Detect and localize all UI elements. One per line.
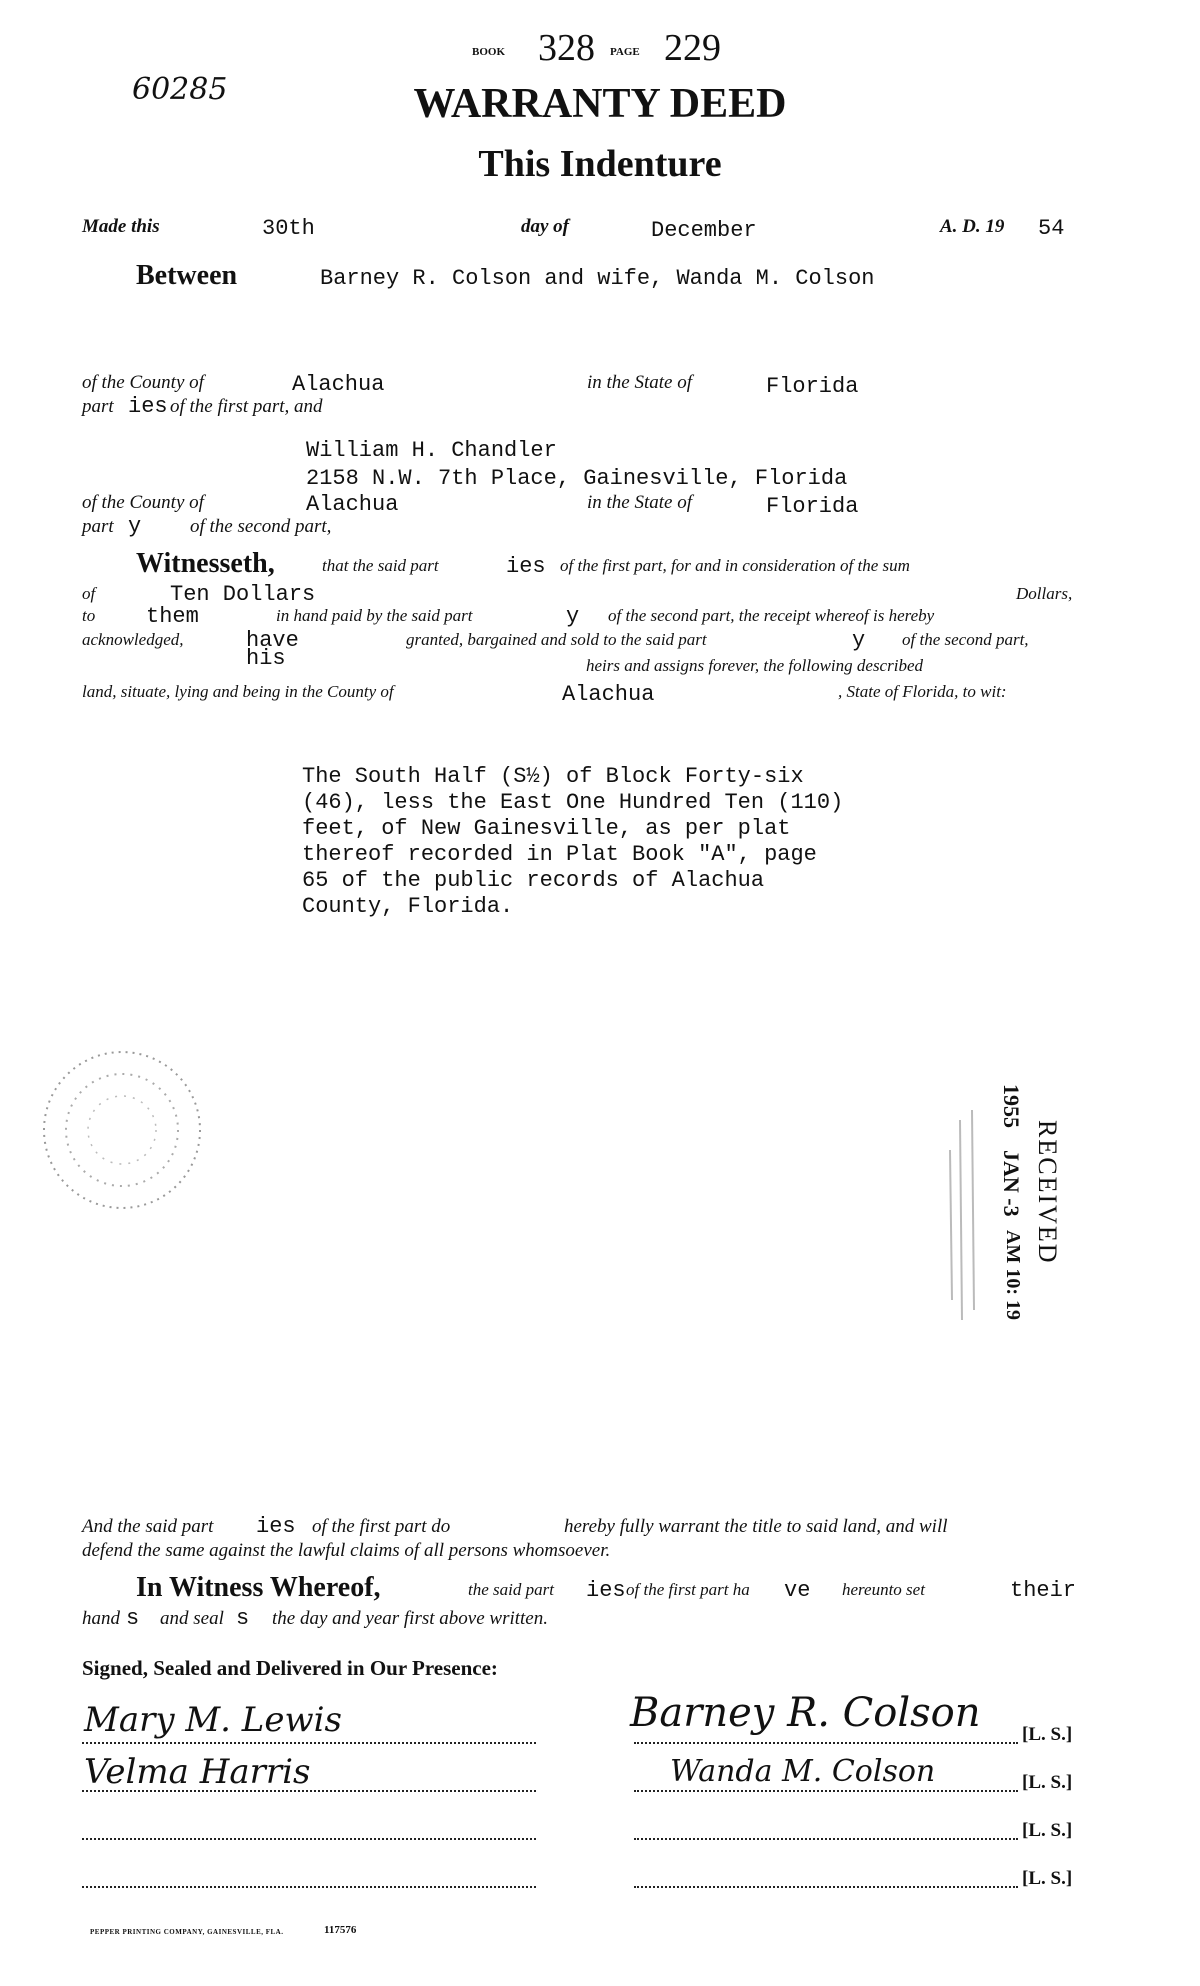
part-label-1: part	[82, 396, 114, 417]
document-title: WARRANTY DEED	[413, 81, 787, 127]
county-label-1: of the County of	[82, 372, 204, 393]
description-line: The South Half (S½) of Block Forty-six	[302, 764, 804, 789]
deed-month: December	[651, 218, 757, 243]
state-label-1: in the State of	[587, 372, 693, 393]
in-witness-line1-e: hereunto set	[842, 1580, 925, 1599]
second-party-state: Florida	[766, 494, 859, 519]
page-number: 229	[664, 27, 721, 69]
witnesseth-line5-b: heirs and assigns forever, the following described	[586, 656, 923, 675]
ls-label-3: [L. S.]	[1022, 1820, 1073, 1841]
witnesseth-line3-d: y	[566, 604, 580, 629]
warranty-line1-c: of the first part do	[312, 1516, 451, 1537]
stamp-date: JAN -3	[999, 1150, 1024, 1217]
stamp-year: 1955	[999, 1084, 1024, 1128]
stamp-time: AM 10: 19	[1002, 1230, 1024, 1320]
witnesseth-label: Witnesseth,	[136, 548, 275, 579]
ls-label-1: [L. S.]	[1022, 1724, 1073, 1745]
witnesseth-line4-a: acknowledged,	[82, 630, 184, 649]
witnesseth-line3-a: to	[82, 606, 96, 625]
part-suffix-2: y	[128, 514, 142, 539]
received-stamp	[912, 1080, 1062, 1340]
signer-signature-2: Wanda M. Colson	[670, 1754, 936, 1789]
part-label-2: part	[82, 516, 114, 537]
document-subtitle: This Indenture	[478, 143, 722, 185]
warranty-line1-d: hereby fully warrant the title to said land, and will	[564, 1516, 948, 1537]
part-suffix-1: ies	[128, 394, 168, 419]
printer-imprint: PEPPER PRINTING COMPANY, GAINESVILLE, FLA.	[90, 1928, 284, 1936]
in-witness-line1-a: the said part	[468, 1580, 554, 1599]
in-witness-line1-b: ies	[586, 1578, 626, 1603]
witnesseth-line5-a: his	[246, 646, 286, 671]
signer-line-2	[634, 1790, 1018, 1792]
grantee-name: William H. Chandler	[306, 438, 557, 463]
signer-signature-1: Barney R. Colson	[630, 1690, 981, 1736]
witness-line-3	[82, 1838, 536, 1840]
witnesseth-line6-c: , State of Florida, to wit:	[838, 682, 1007, 701]
state-label-2: in the State of	[587, 492, 693, 513]
book-label: BOOK	[472, 46, 506, 58]
deed-day: 30th	[262, 216, 315, 241]
warranty-line2: defend the same against the lawful claims of all persons whomsoever.	[82, 1540, 611, 1561]
second-party-county: Alachua	[306, 492, 399, 517]
stamp-smudge	[912, 1090, 992, 1330]
witnesseth-line2-a: of	[82, 584, 96, 603]
witnesseth-line4-b: have	[246, 628, 299, 653]
witnesseth-line3-c: in hand paid by the said part	[276, 606, 473, 625]
between-label: Between	[136, 260, 238, 291]
first-party-state: Florida	[766, 374, 859, 399]
witness-line-1	[82, 1742, 536, 1744]
in-witness-label: In Witness Whereof,	[136, 1572, 381, 1603]
land-county: Alachua	[562, 682, 655, 707]
in-witness-line2-a: hand	[82, 1608, 120, 1629]
witnesseth-line6-a: land, situate, lying and being in the County of	[82, 682, 394, 701]
witnesseth-line1-a: that the said part	[322, 556, 439, 575]
page-label: PAGE	[610, 46, 640, 58]
grantors: Barney R. Colson and wife, Wanda M. Colson	[320, 266, 875, 291]
witnesseth-line2-c: Dollars,	[1016, 584, 1073, 603]
embossed-seal	[22, 1040, 202, 1220]
description-line: 65 of the public records of Alachua	[302, 868, 765, 893]
ls-label-2: [L. S.]	[1022, 1772, 1073, 1793]
witnesseth-line4-e: of the second part,	[902, 630, 1029, 649]
in-witness-line1-d: ve	[784, 1578, 811, 1603]
witness-signature-1: Mary M. Lewis	[84, 1700, 342, 1740]
part-rest-2: of the second part,	[190, 516, 332, 537]
county-label-2: of the County of	[82, 492, 204, 513]
signer-line-1	[634, 1742, 1018, 1744]
ls-label-4: [L. S.]	[1022, 1868, 1073, 1889]
witness-signature-2: Velma Harris	[84, 1752, 311, 1792]
first-party-county: Alachua	[292, 372, 385, 397]
witnesseth-line3-b: them	[146, 604, 199, 629]
witnesseth-line1-c: of the first part, for and in consideration of the sum	[560, 556, 910, 575]
file-number: 60285	[132, 72, 228, 107]
day-of-label: day of	[521, 216, 570, 237]
signer-line-3	[634, 1838, 1018, 1840]
signer-line-4	[634, 1886, 1018, 1888]
description-line: County, Florida.	[302, 894, 514, 919]
description-line: (46), less the East One Hundred Ten (110)	[302, 790, 844, 815]
witnesseth-line1-b: ies	[506, 554, 546, 579]
in-witness-line1-f: their	[1010, 1578, 1077, 1603]
witnesseth-line4-c: granted, bargained and sold to the said part	[406, 630, 707, 649]
deed-year: 54	[1038, 216, 1065, 241]
book-number: 328	[538, 27, 595, 69]
in-witness-line2-b: s	[126, 1606, 140, 1631]
consideration-amount: Ten Dollars	[170, 582, 316, 607]
witnesseth-line3-e: of the second part, the receipt whereof is hereby	[608, 606, 935, 625]
in-witness-line2-c: and seal	[160, 1608, 224, 1629]
description-line: feet, of New Gainesville, as per plat	[302, 816, 791, 841]
warranty-line1-b: ies	[256, 1514, 296, 1539]
signed-sealed-label: Signed, Sealed and Delivered in Our Presence:	[82, 1656, 498, 1680]
ad-label: A. D. 19	[940, 216, 1005, 237]
received-label: RECEIVED	[1033, 1120, 1062, 1265]
in-witness-line2-e: the day and year first above written.	[272, 1608, 548, 1629]
form-number: 117576	[324, 1924, 357, 1936]
part-rest-1: of the first part, and	[170, 396, 323, 417]
in-witness-line2-d: s	[236, 1606, 250, 1631]
description-line: thereof recorded in Plat Book "A", page	[302, 842, 817, 867]
legal-description	[302, 764, 843, 920]
warranty-line1-a: And the said part	[82, 1516, 214, 1537]
witnesseth-line4-d: y	[852, 628, 866, 653]
made-this-label: Made this	[82, 216, 160, 237]
grantee-address: 2158 N.W. 7th Place, Gainesville, Florida	[306, 466, 848, 491]
in-witness-line1-c: of the first part ha	[626, 1580, 750, 1599]
witness-line-4	[82, 1886, 536, 1888]
